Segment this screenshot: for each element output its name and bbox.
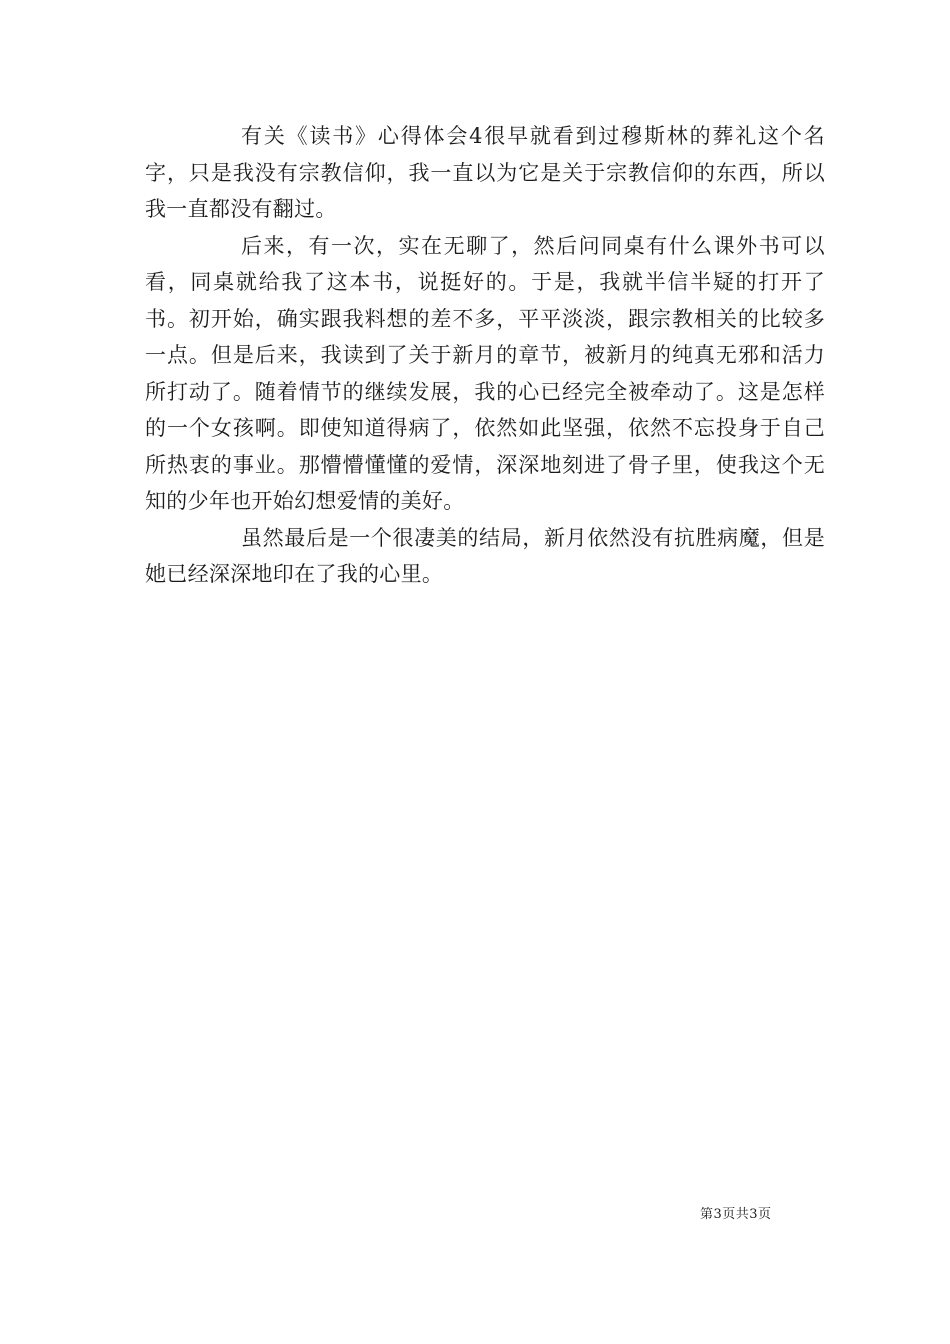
page-number-footer: 第3页共3页: [700, 1207, 772, 1222]
paragraph-2: 后来，有一次，实在无聊了，然后问同桌有什么课外书可以看，同桌就给我了这本书，说挺好的。于是，我就半信半疑的打开了书。初开始，确实跟我料想的差不多，平平淡淡，跟宗教相关的比较多一点。但是后来，我读到了关于新月的章节，被新月的纯真无邪和活力所打动了。随着情节的继续发展，我的心已经完全被牵动了。这是怎样的一个女孩啊。即使知道得病了，依然如此坚强，依然不忘投身于自己所热衷的事业。那懵懵懂懂的爱情，深深地刻进了骨子里，使我这个无知的少年也开始幻想爱情的美好。: [145, 233, 825, 513]
body-text: [145, 118, 825, 593]
paragraph-3: 虽然最后是一个很凄美的结局，新月依然没有抗胜病魔，但是她已经深深地印在了我的心里。: [145, 525, 825, 586]
paragraph-1: 有关《读书》心得体会4很早就看到过穆斯林的葬礼这个名字，只是我没有宗教信仰，我一直以为它是关于宗教信仰的东西，所以我一直都没有翻过。: [145, 124, 825, 221]
